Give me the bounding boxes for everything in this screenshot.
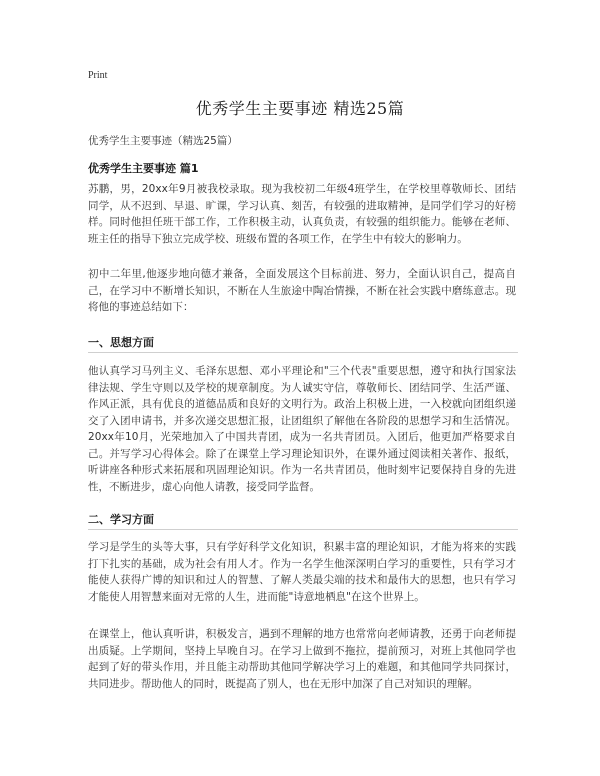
section-paragraph: 在课堂上，他认真听讲，积极发言，遇到不理解的地方也常常向老师请教，还勇于向老师提出质疑。上学期间，坚持上早晚自习。在学习上做到不拖拉，提前预习，对班上其他同学也起到了好的带头作用，并且能主动帮助其他同学解决学习上的难题，和其他同学共同探讨，共同进步。帮助他人的同时，既提高了别人，也在无形中加深了自己对知识的理解。	[88, 628, 516, 690]
section-heading-thought: 一、思想方面	[88, 336, 154, 349]
intro-paragraph: 苏鹏，男，20xx年9月被我校录取。现为我校初二年级4班学生，在学校里尊敬师长、团结同学，从不迟到、早退、旷课，学习认真、刻苦，有较强的进取精神，是同学们学习的好榜样。同时他担任班干部工作，工作积极主动，认真负责，有较强的组织能力。能够在老师、班主任的指导下独立完成学校、班级布置的各项工作，在学生中有较大的影响力。	[88, 183, 516, 245]
article-heading: 优秀学生主要事迹 篇1	[88, 162, 199, 175]
document-subtitle: 优秀学生主要事迹（精选25篇）	[88, 135, 238, 147]
section-divider	[88, 352, 518, 353]
intro-paragraph: 初中二年里,他逐步地向德才兼备，全面发展这个目标前进、努力，全面认识自己，提高自己，在学习中不断增长知识，不断在人生旅途中陶冶情操，不断在社会实践中磨练意志。现将他的事迹总结如下：	[88, 268, 516, 313]
document-title: 优秀学生主要事迹 精选25篇	[195, 99, 405, 118]
section-paragraph: 学习是学生的头等大事，只有学好科学文化知识，积累丰富的理论知识，才能为将来的实践打下扎实的基础，成为社会有用人才。作为一名学生他深深明白学习的重要性，只有学习才能使人获得广博的知识和过人的智慧、了解人类最尖端的技术和最伟大的思想，也只有学习才能使人用智慧来面对无常的人生，进而能"诗意地栖息"在这个世界上。	[88, 541, 516, 603]
section-paragraph: 他认真学习马列主义、毛泽东思想、邓小平理论和"三个代表"重要思想，遵守和执行国家法律法规、学生守则以及学校的规章制度。为人诚实守信，尊敬师长、团结同学、生活严谨、作风正派，具有优良的道德品质和良好的文明行为。政治上积极上进，一入校就向团组织递交了入团申请书，并多次递交思想汇报，让团组织了解他在各阶段的思想学习和生活情况。20xx年10月，光荣地加入了中国共青团，成为一名共青团员。入团后，他更加严格要求自己。并写学习心得体会。除了在课堂上学习理论知识外，在课外通过阅读相关著作、报纸，听讲座各种形式来拓展和巩固理论知识。作为一名共青团员，他时刻牢记要保持自身的先进性，不断进步，虚心向他人请教，接受同学监督。	[88, 365, 516, 493]
print-label[interactable]: Print	[88, 70, 108, 81]
section-heading-study: 二、学习方面	[88, 513, 154, 526]
section-divider	[88, 529, 518, 530]
